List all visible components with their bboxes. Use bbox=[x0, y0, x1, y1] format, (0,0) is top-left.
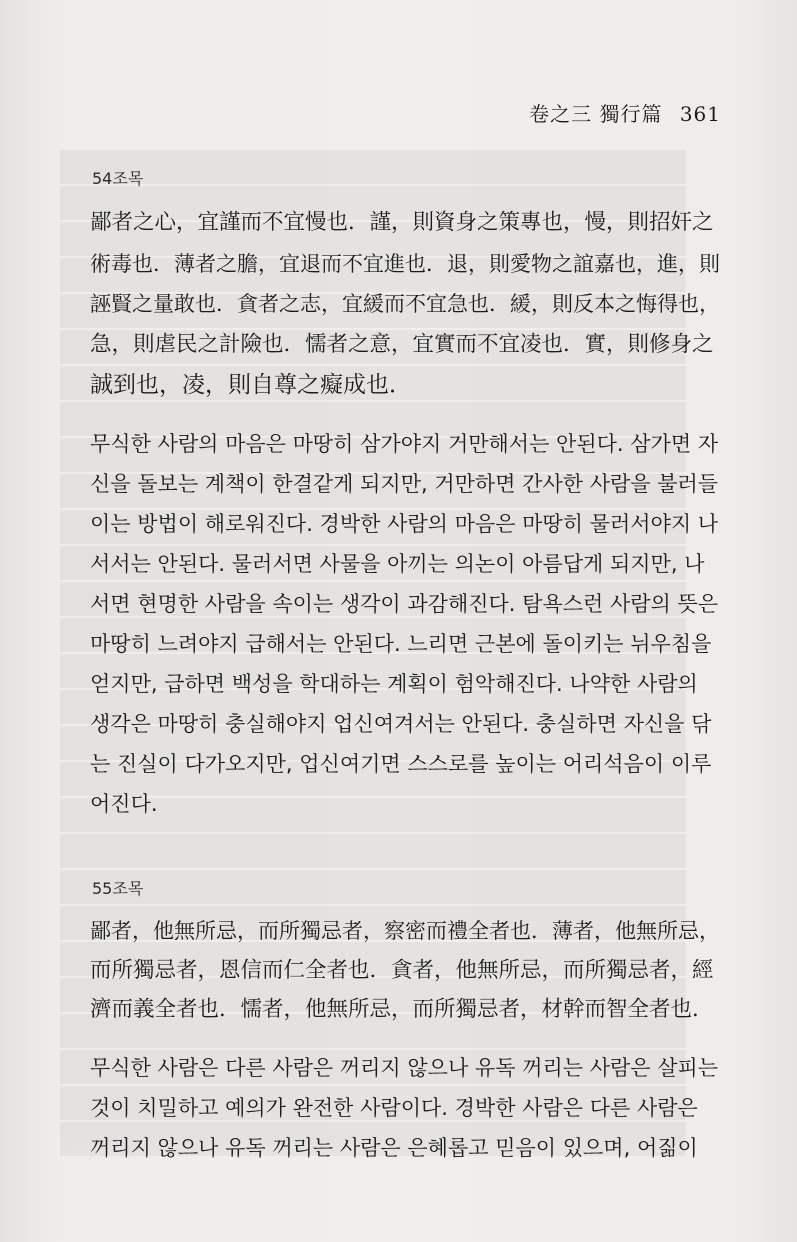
chapter-title: 卷之三 獨行篇 bbox=[529, 102, 663, 126]
text-line: 서면 현명한 사람을 속이는 생각이 과감해진다. 탐욕스런 사람의 뜻은 bbox=[90, 592, 719, 616]
section-label: 54조목 bbox=[92, 169, 144, 188]
korean-translation bbox=[90, 1048, 720, 1168]
text-line: 而所獨忌者，恩信而仁全者也．貪者，他無所忌，而所獨忌者，經 bbox=[90, 958, 714, 983]
text-line: 鄙者，他無所忌，而所獨忌者，察密而禮全者也．薄者，他無所忌， bbox=[90, 919, 720, 943]
text-line: 꺼리지 않으나 유독 꺼리는 사람은 은혜롭고 믿음이 있으며, 어짊이 bbox=[90, 1136, 698, 1160]
text-line: 術毒也．薄者之膽，宜退而不宜進也．退，則愛物之誼嘉也，進，則 bbox=[90, 251, 720, 276]
text-line: 鄙者之心，宜謹而不宜慢也．謹，則資身之策專也，慢，則招奸之 bbox=[90, 210, 714, 235]
classical-passage bbox=[90, 912, 720, 1029]
section-label: 55조목 bbox=[92, 879, 144, 898]
text-line: 어진다. bbox=[90, 792, 158, 816]
page-number: 361 bbox=[679, 102, 721, 126]
text-line: 濟而義全者也．懦者，他無所忌，而所獨忌者，材幹而智全者也． bbox=[90, 997, 714, 1022]
text-line: 무식한 사람의 마음은 마땅히 삼가야지 거만해서는 안된다. 삼가면 자 bbox=[90, 432, 719, 456]
text-line: 誣賢之量敢也．貪者之志，宜緩而不宜急也．緩，則反本之悔得也， bbox=[90, 292, 720, 316]
text-line: 것이 치밀하고 예의가 완전한 사람이다. 경박한 사람은 다른 사람은 bbox=[90, 1096, 698, 1120]
running-header bbox=[529, 98, 721, 127]
text-line: 무식한 사람은 다른 사람은 꺼리지 않으나 유독 꺼리는 사람은 살피는 bbox=[90, 1056, 719, 1080]
text-line: 생각은 마땅히 충실해야지 업신여겨서는 안된다. 충실하면 자신을 닦 bbox=[90, 712, 712, 736]
text-line: 서서는 안된다. 물러서면 사물을 아끼는 의논이 아름답게 되지만, 나 bbox=[90, 552, 705, 576]
text-line: 얻지만, 급하면 백성을 학대하는 계획이 험악해진다. 나약한 사람의 bbox=[90, 672, 698, 696]
text-line: 신을 돌보는 계책이 한결같게 되지만, 거만하면 간사한 사람을 불러들 bbox=[90, 472, 719, 496]
text-line: 急，則虐民之計險也．懦者之意，宜實而不宜凌也．實，則修身之 bbox=[90, 331, 714, 357]
text-line: 는 진실이 다가오지만, 업신여기면 스스로를 높이는 어리석음이 이루 bbox=[90, 752, 712, 776]
text-line: 이는 방법이 해로워진다. 경박한 사람의 마음은 마땅히 물러서야지 나 bbox=[90, 512, 719, 536]
text-line: 誠到也，凌，則自尊之癡成也． bbox=[90, 372, 412, 398]
classical-passage bbox=[90, 203, 720, 406]
text-line: 마땅히 느려야지 급해서는 안된다. 느리면 근본에 돌이키는 뉘우침을 bbox=[90, 632, 712, 656]
korean-translation bbox=[90, 424, 720, 824]
